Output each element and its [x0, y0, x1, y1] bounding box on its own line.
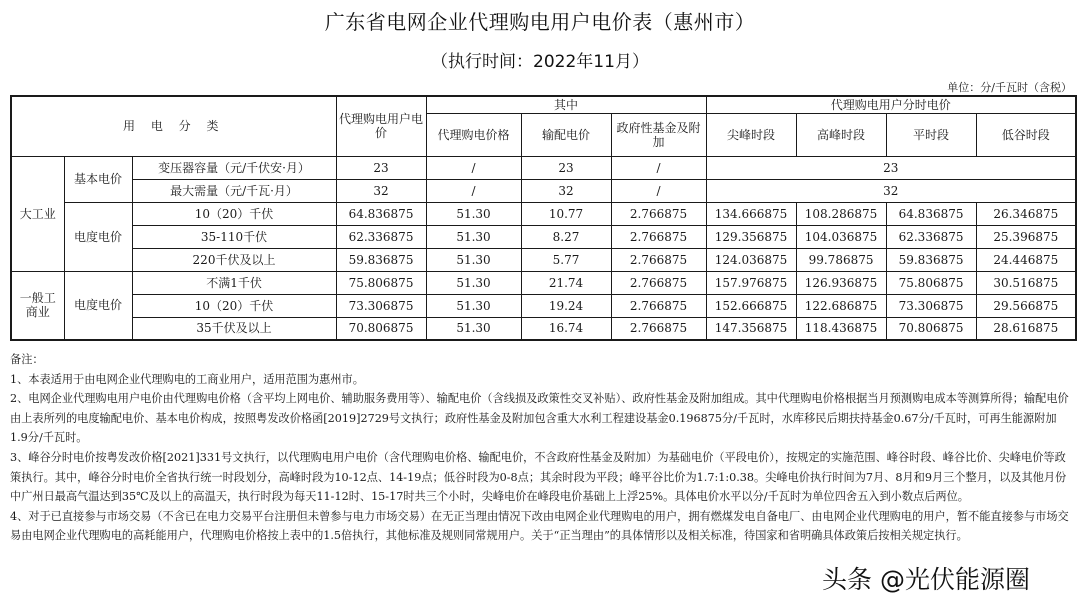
note-3: 3、峰谷分时电价按粤发改价格[2021]331号文执行，以代理购电用户电价（含代理购电价格、输配电价，不含政府性基金及附加）为基础电价（平段电价），按规定的实施范围、峰谷时段、峰谷比价、尖峰电价等政策执行。其中，峰谷分时电价全省执行统一时段划分，高峰时段为10-12点、14-19点；低谷时段为0-8点；其余时段为平段；峰平谷比价为1.7:1:0.38。尖峰电价执行时间为7月、8月和9月三个整月，以及其他月份中广州日最高气温达到35℃及以上的高温天，执行时段为每天11-12时、15-17时共三个小时，尖峰电价在峰段电价基础上上浮25%。具体电价水平以分/千瓦时为单位四舍五入到小数点后两位。 — [10, 450, 1067, 504]
cell-valley: 28.616875 — [976, 317, 1076, 340]
cell-gov-fund: 2.766875 — [611, 294, 706, 317]
page-subtitle: （执行时间：2022年11月） — [431, 52, 649, 72]
cell-user-price: 62.336875 — [336, 225, 426, 248]
cell-valley: 29.566875 — [976, 294, 1076, 317]
row-item: 10（20）千伏 — [132, 202, 336, 225]
header-user-price: 代理购电用户电价 — [336, 96, 426, 156]
cell-transmission: 16.74 — [521, 317, 611, 340]
cell-gov-fund: 2.766875 — [611, 248, 706, 271]
notes-heading: 备注： — [10, 353, 44, 366]
cell-peak: 118.436875 — [796, 317, 886, 340]
cell-valley: 30.516875 — [976, 271, 1076, 294]
cell-gov-fund: / — [611, 156, 706, 179]
header-sharp-peak: 尖峰时段 — [706, 113, 796, 156]
header-valley: 低谷时段 — [976, 113, 1076, 156]
cell-gov-fund: 2.766875 — [611, 202, 706, 225]
cell-transmission: 8.27 — [521, 225, 611, 248]
cell-transmission: 23 — [521, 156, 611, 179]
cell-user-price: 59.836875 — [336, 248, 426, 271]
row-item: 不满1千伏 — [132, 271, 336, 294]
cell-transmission: 5.77 — [521, 248, 611, 271]
table-row — [11, 271, 1076, 294]
cell-valley: 24.446875 — [976, 248, 1076, 271]
cell-flat: 62.336875 — [886, 225, 976, 248]
header-category: 用 电 分 类 — [11, 96, 336, 156]
price-table — [10, 95, 1077, 341]
note-4: 4、对于已直接参与市场交易（不含已在电力交易平台注册但未曾参与电力市场交易）在无正当理由情况下改由电网企业代理购电的用户，拥有燃煤发电自备电厂、由电网企业代理购电的用户，暂不能直接参与市场交易由电网企业代理购电的高耗能用户，代理购电价格按上表中的1.5倍执行，其他标准及规则同常规用户。关于“正当理由”的具体情形以及相关标准，待国家和省明确具体政策后按相关规定执行。 — [10, 509, 1069, 543]
cell-flat: 64.836875 — [886, 202, 976, 225]
cell-proxy-price: 51.30 — [426, 202, 521, 225]
row-item: 35千伏及以上 — [132, 317, 336, 340]
table-row — [11, 179, 1076, 202]
watermark: 头条 @光伏能源圈 — [822, 560, 1030, 596]
table-row — [11, 294, 1076, 317]
table-row — [11, 248, 1076, 271]
cell-sharp-peak: 129.356875 — [706, 225, 796, 248]
cell-transmission: 10.77 — [521, 202, 611, 225]
cell-proxy-price: 51.30 — [426, 294, 521, 317]
cell-gov-fund: 2.766875 — [611, 225, 706, 248]
cell-transmission: 19.24 — [521, 294, 611, 317]
row-item: 最大需量（元/千瓦·月） — [132, 179, 336, 202]
header-of-which: 其中 — [426, 96, 706, 113]
table-row — [11, 317, 1076, 340]
table-row — [11, 225, 1076, 248]
header-tou-group: 代理购电用户分时电价 — [706, 96, 1076, 113]
cell-transmission: 32 — [521, 179, 611, 202]
table-row — [11, 156, 1076, 179]
cell-flat: 70.806875 — [886, 317, 976, 340]
cell-valley: 26.346875 — [976, 202, 1076, 225]
cell-peak: 122.686875 — [796, 294, 886, 317]
header-proxy-price: 代理购电价格 — [426, 113, 521, 156]
cell-user-price: 73.306875 — [336, 294, 426, 317]
cell-peak: 108.286875 — [796, 202, 886, 225]
cell-user-price: 70.806875 — [336, 317, 426, 340]
cell-proxy-price: 51.30 — [426, 317, 521, 340]
header-flat: 平时段 — [886, 113, 976, 156]
table-row — [11, 202, 1076, 225]
cell-gov-fund: / — [611, 179, 706, 202]
row-item: 35-110千伏 — [132, 225, 336, 248]
note-2: 2、电网企业代理购电用户电价由代理购电价格（含平均上网电价、辅助服务费用等）、输配电价（含线损及政策性交叉补贴）、政府性基金及附加组成。其中代理购电价格根据当月预测购电成本等测算所得；输配电价由上表所列的电度输配电价、基本电价构成，按照粤发改价格函[2019]2729号文执行；政府性基金及附加包含重大水利工程建设基金0.196875分/千瓦时，水库移民后期扶持基金0.67分/千瓦时，可再生能源附加1.9分/千瓦时。 — [10, 392, 1069, 445]
group-large-industry: 大工业 — [11, 156, 64, 271]
cell-sharp-peak: 152.666875 — [706, 294, 796, 317]
cell-gov-fund: 2.766875 — [611, 317, 706, 340]
subgroup-energy-price: 电度电价 — [64, 202, 132, 271]
cell-peak: 99.786875 — [796, 248, 886, 271]
cell-peak: 104.036875 — [796, 225, 886, 248]
cell-valley: 25.396875 — [976, 225, 1076, 248]
header-transmission: 输配电价 — [521, 113, 611, 156]
cell-proxy-price: 51.30 — [426, 248, 521, 271]
cell-tou-merged: 23 — [706, 156, 1076, 179]
row-item: 220千伏及以上 — [132, 248, 336, 271]
note-1: 1、本表适用于由电网企业代理购电的工商业用户，适用范围为惠州市。 — [10, 372, 364, 386]
header-peak: 高峰时段 — [796, 113, 886, 156]
cell-user-price: 23 — [336, 156, 426, 179]
row-item: 变压器容量（元/千伏安·月） — [132, 156, 336, 179]
cell-proxy-price: 51.30 — [426, 225, 521, 248]
cell-flat: 75.806875 — [886, 271, 976, 294]
unit-label: 单位：分/千瓦时（含税） — [947, 81, 1072, 94]
subgroup-basic-price: 基本电价 — [64, 156, 132, 202]
cell-flat: 73.306875 — [886, 294, 976, 317]
cell-gov-fund: 2.766875 — [611, 271, 706, 294]
cell-user-price: 32 — [336, 179, 426, 202]
subgroup-energy-price: 电度电价 — [64, 271, 132, 340]
header-gov-fund: 政府性基金及附加 — [611, 113, 706, 156]
group-general-commercial: 一般工商业 — [11, 271, 64, 340]
page-title: 广东省电网企业代理购电用户电价表（惠州市） — [324, 10, 756, 34]
cell-user-price: 64.836875 — [336, 202, 426, 225]
cell-proxy-price: / — [426, 156, 521, 179]
cell-user-price: 75.806875 — [336, 271, 426, 294]
cell-tou-merged: 32 — [706, 179, 1076, 202]
notes-section — [10, 350, 1072, 546]
cell-sharp-peak: 147.356875 — [706, 317, 796, 340]
cell-sharp-peak: 134.666875 — [706, 202, 796, 225]
header-row-1 — [11, 96, 1076, 113]
cell-peak: 126.936875 — [796, 271, 886, 294]
cell-proxy-price: 51.30 — [426, 271, 521, 294]
cell-proxy-price: / — [426, 179, 521, 202]
cell-sharp-peak: 124.036875 — [706, 248, 796, 271]
cell-flat: 59.836875 — [886, 248, 976, 271]
cell-sharp-peak: 157.976875 — [706, 271, 796, 294]
row-item: 10（20）千伏 — [132, 294, 336, 317]
cell-transmission: 21.74 — [521, 271, 611, 294]
